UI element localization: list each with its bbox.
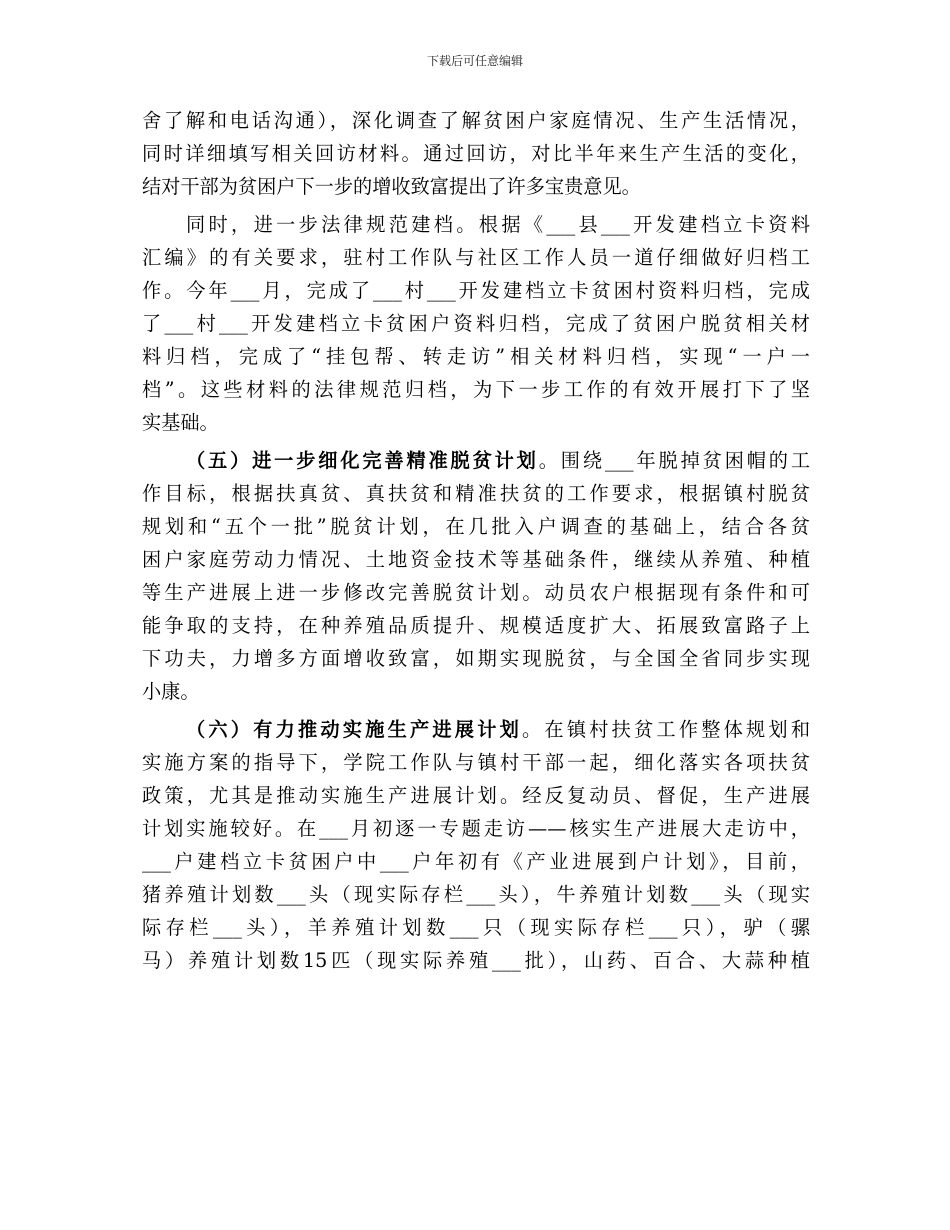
text-line: 马）养殖计划数15匹（现实际养殖___批），山药、百合、大蒜种植 bbox=[142, 949, 810, 972]
text-line: ___户建档立卡贫困户中___户年初有《产业进展到户计划》，目前， bbox=[142, 850, 810, 873]
text-line: 计划实施较好。在___月初逐一专题走访——核实生产进展大走访中， bbox=[142, 817, 810, 840]
text-line: 作。今年___月，完成了___村___开发建档立卡贫困村资料归档，完成 bbox=[142, 279, 810, 302]
page-header: 下载后可任意编辑 bbox=[426, 54, 523, 68]
text-line: 际存栏___头），羊养殖计划数___只（现实际存栏___只），驴（骡 bbox=[142, 916, 810, 939]
section-heading: （五）进一步细化完善精准脱贫计划 bbox=[186, 449, 539, 472]
document-body bbox=[142, 104, 810, 977]
text-run: 。在镇村扶贫工作整体规划和 bbox=[522, 718, 810, 741]
paragraph-home-visit bbox=[142, 104, 810, 203]
text-line: 结对干部为贫困户下一步的增收致富提出了许多宝贵意见。 bbox=[142, 175, 641, 198]
text-line: 下功夫，力增多方面增收致富，如期实现脱贫，与全国全省同步实现 bbox=[142, 647, 810, 670]
text-line: 小康。 bbox=[142, 680, 200, 703]
text-line: 困户家庭劳动力情况、土地资金技术等基础条件，继续从养殖、种植 bbox=[142, 548, 810, 571]
text-run: 。围绕___年脱掉贫困帽的工 bbox=[538, 449, 810, 472]
text-line: 实施方案的指导下，学院工作队与镇村干部一起，细化落实各项扶贫 bbox=[142, 751, 810, 774]
text-line: 政策，尤其是推动实施生产进展计划。经反复动员、督促，生产进展 bbox=[142, 784, 810, 807]
text-line: 能争取的支持，在种养殖品质提升、规模适度扩大、拓展致富路子上 bbox=[142, 614, 810, 637]
text-line bbox=[142, 713, 810, 746]
text-line: 猪养殖计划数___头（现实际存栏___头），牛养殖计划数___头（现实 bbox=[142, 883, 810, 906]
text-line: 料归档，完成了“挂包帮、转走访”相关材料归档，实现“一户一 bbox=[142, 345, 810, 368]
text-line: 同时详细填写相关回访材料。通过回访，对比半年来生产生活的变化， bbox=[142, 142, 810, 165]
text-line: 实基础。 bbox=[142, 411, 219, 434]
text-line: 规划和“五个一批”脱贫计划，在几批入户调查的基础上，结合各贫 bbox=[142, 515, 810, 538]
text-line: 等生产进展上进一步修改完善脱贫计划。动员农户根据现有条件和可 bbox=[142, 581, 810, 604]
text-line: 舍了解和电话沟通），深化调查了解贫困户家庭情况、生产生活情况， bbox=[142, 109, 810, 132]
paragraph-section-five bbox=[142, 444, 810, 708]
paragraph-archiving bbox=[142, 208, 810, 439]
text-line bbox=[142, 444, 810, 477]
section-heading: （六）有力推动实施生产进展计划 bbox=[186, 718, 523, 741]
paragraph-section-six bbox=[142, 713, 810, 977]
text-line: 档”。这些材料的法律规范归档，为下一步工作的有效开展打下了坚 bbox=[142, 378, 810, 401]
text-line: 同时，进一步法律规范建档。根据《___县___开发建档立卡资料 bbox=[186, 213, 810, 236]
text-line: 了___村___开发建档立卡贫困户资料归档，完成了贫困户脱贫相关材 bbox=[142, 312, 810, 335]
text-line: 作目标，根据扶真贫、真扶贫和精准扶贫的工作要求，根据镇村脱贫 bbox=[142, 482, 810, 505]
text-line: 汇编》的有关要求，驻村工作队与社区工作人员一道仔细做好归档工 bbox=[142, 246, 810, 269]
